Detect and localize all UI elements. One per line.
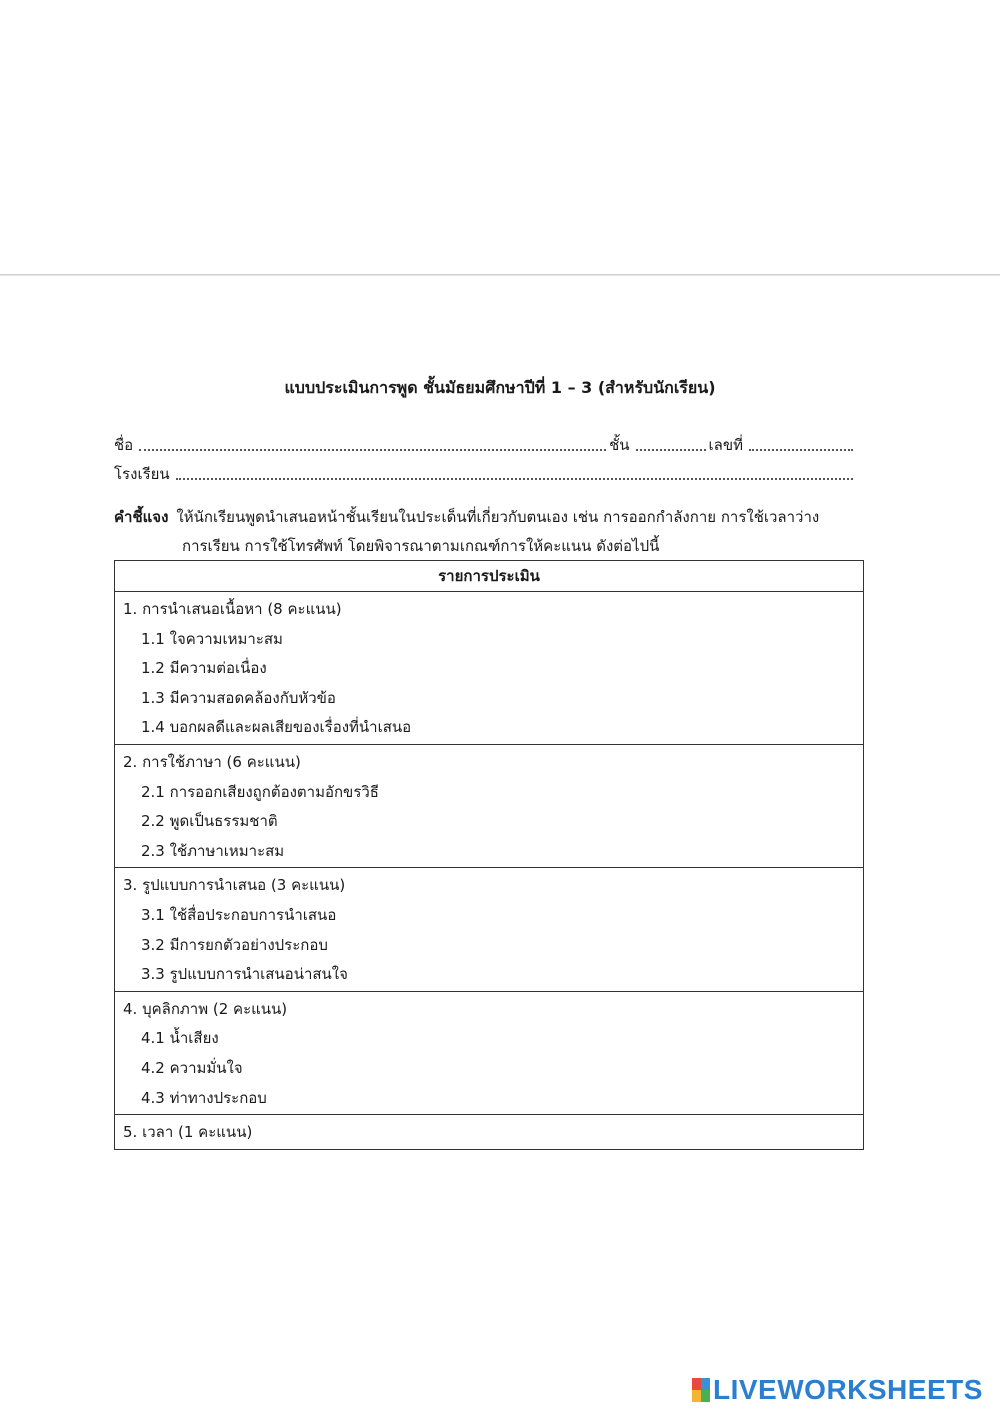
rubric-section-title: 1. การนำเสนอเนื้อหา (8 คะแนน) [123, 600, 342, 618]
scan-page-edge [0, 274, 1000, 276]
logo-square [701, 1390, 710, 1402]
rubric-item: 4.1 น้ำเสียง [141, 1029, 219, 1048]
instructions-line-1 [114, 503, 864, 532]
liveworksheets-brand [692, 1374, 983, 1406]
rubric-item: 2.3 ใช้ภาษาเหมาะสม [141, 841, 285, 860]
rubric-item: 3.1 ใช้สื่อประกอบการนำเสนอ [141, 905, 337, 924]
rubric-section [115, 868, 863, 991]
instructions [114, 503, 864, 561]
rubric-item: 3.2 มีการยกตัวอย่างประกอบ [141, 935, 328, 954]
number-blank[interactable] [749, 448, 853, 451]
school-row [114, 461, 856, 485]
logo-square [692, 1378, 701, 1390]
rubric-item: 1.2 มีความต่อเนื่อง [141, 659, 267, 678]
rubric-item: 3.3 รูปแบบการนำเสนอน่าสนใจ [141, 965, 348, 984]
school-blank[interactable] [176, 477, 853, 480]
rubric-section-title: 5. เวลา (1 คะแนน) [123, 1123, 253, 1142]
rubric-item: 4.3 ท่าทางประกอบ [141, 1088, 267, 1107]
instructions-heading: คำชี้แจง [114, 508, 169, 526]
rubric-section [115, 1115, 863, 1149]
rubric-item: 2.2 พูดเป็นธรรมชาติ [141, 812, 278, 831]
name-class-number-row [114, 432, 856, 456]
rubric-section-title: 4. บุคลิกภาพ (2 คะแนน) [123, 999, 288, 1018]
rubric-section-title: 2. การใช้ภาษา (6 คะแนน) [123, 752, 301, 771]
instructions-line-2: การเรียน การใช้โทรศัพท์ โดยพิจารณาตามเกณฑ์การให้คะแนน ดังต่อไปนี้ [182, 537, 660, 555]
rubric-item: 1.4 บอกผลดีและผลเสียของเรื่องที่นำเสนอ [141, 718, 412, 737]
instructions-text-1: ให้นักเรียนพูดนำเสนอหน้าชั้นเรียนในประเด็นที่เกี่ยวกับตนเอง เช่น การออกกำลังกาย การใช้เวลาว่าง [176, 508, 820, 526]
class-label: ชั้น [609, 436, 630, 454]
rubric-item: 4.2 ความมั่นใจ [141, 1058, 243, 1077]
page-title: แบบประเมินการพูด ชั้นมัธยมศึกษาปีที่ 1 – 3 (สำหรับนักเรียน) [284, 378, 716, 397]
name-blank[interactable] [139, 448, 606, 451]
rubric-item: 1.1 ใจความเหมาะสม [141, 629, 283, 648]
logo-square [692, 1390, 701, 1402]
rubric-section [115, 592, 863, 745]
rubric-section [115, 745, 863, 868]
liveworksheets-logo-icon [692, 1378, 710, 1402]
rubric-sections [115, 592, 863, 1149]
class-blank[interactable] [636, 448, 706, 451]
rubric-section [115, 992, 863, 1115]
logo-square [701, 1378, 710, 1390]
brand-text: LIVEWORKSHEETS [713, 1374, 983, 1405]
rubric-table [114, 560, 864, 1150]
rubric-header: รายการประเมิน [115, 561, 863, 592]
number-label: เลขที่ [708, 436, 743, 454]
rubric-section-title: 3. รูปแบบการนำเสนอ (3 คะแนน) [123, 876, 346, 895]
name-label: ชื่อ [114, 436, 134, 454]
rubric-item: 1.3 มีความสอดคล้องกับหัวข้อ [141, 688, 336, 707]
school-label: โรงเรียน [114, 465, 170, 483]
rubric-item: 2.1 การออกเสียงถูกต้องตามอักขรวิธี [141, 782, 379, 801]
